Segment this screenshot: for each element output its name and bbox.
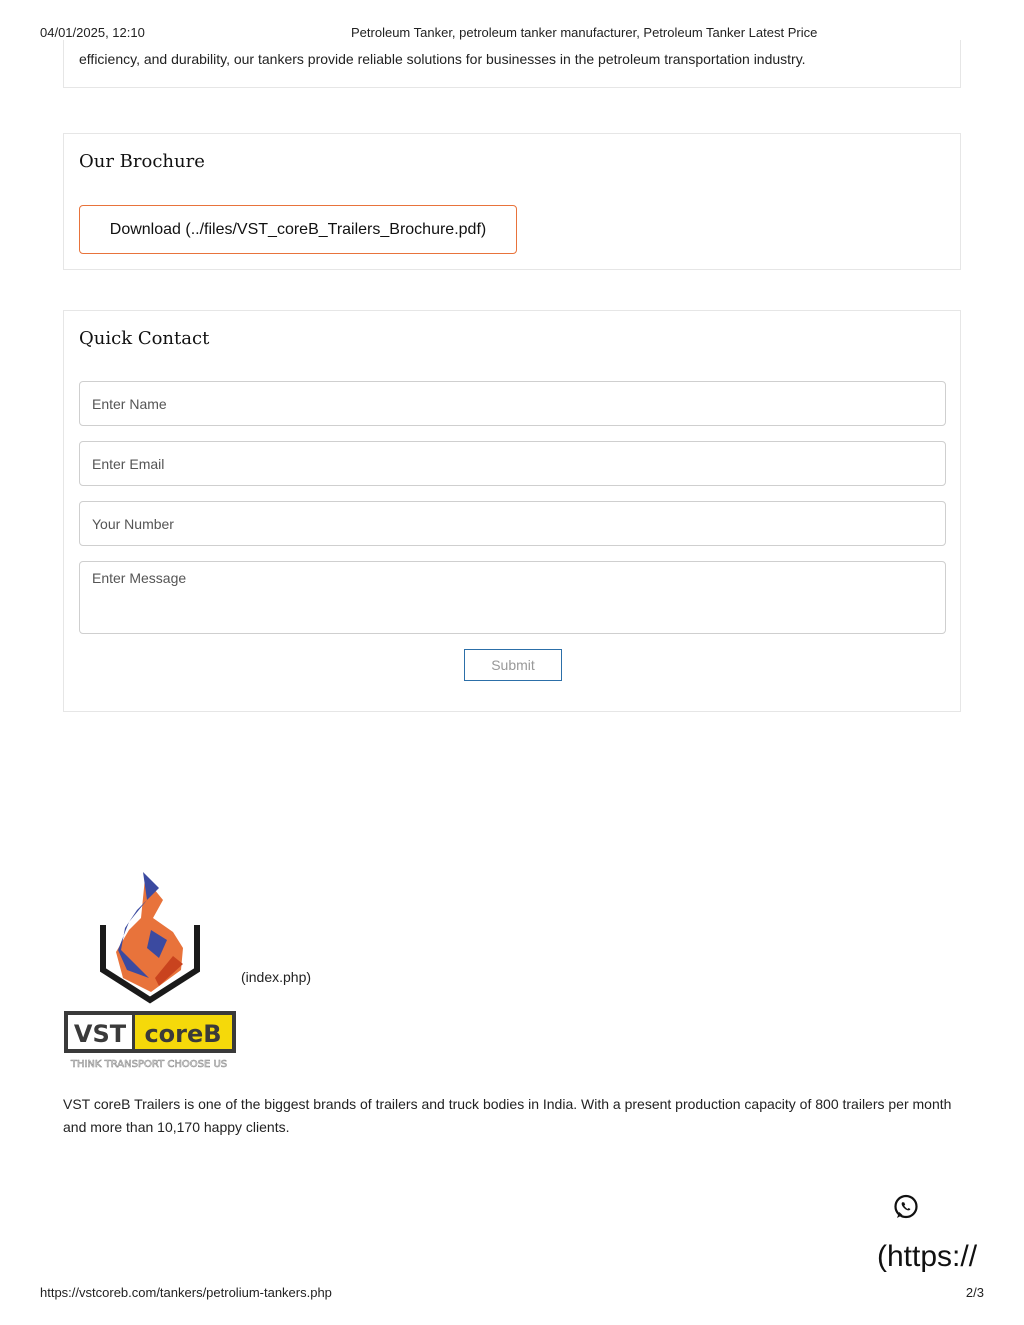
message-input[interactable]	[79, 561, 946, 634]
print-page-title: Petroleum Tanker, petroleum tanker manufacturer, Petroleum Tanker Latest Price	[351, 25, 818, 40]
quick-contact-heading: Quick Contact	[79, 328, 210, 349]
print-url: https://vstcoreb.com/tankers/petrolium-tankers.php	[40, 1285, 332, 1300]
about-text: VST coreB Trailers is one of the biggest brands of trailers and truck bodies in India. With a present production capacity of 800 trailers per month and more than 10,170 happy clients.	[63, 1096, 952, 1135]
logo-text-left: VST	[73, 1020, 127, 1048]
vst-coreb-logo	[63, 870, 238, 1070]
intro-card	[63, 40, 961, 88]
whatsapp-link-text[interactable]: (https://	[877, 1240, 977, 1273]
number-input[interactable]	[79, 501, 946, 546]
name-input[interactable]	[79, 381, 946, 426]
intro-text: efficiency, and durability, our tankers provide reliable solutions for businesses in the petroleum transportation industry.	[79, 51, 806, 67]
brochure-heading: Our Brochure	[79, 151, 205, 172]
print-date: 04/01/2025, 12:10	[40, 25, 145, 40]
brochure-card	[63, 133, 961, 270]
submit-button[interactable]: Submit	[464, 649, 562, 681]
whatsapp-icon[interactable]	[892, 1193, 920, 1221]
email-input[interactable]	[79, 441, 946, 486]
logo-tagline: THINK TRANSPORT CHOOSE US	[70, 1059, 228, 1070]
logo-text-right: coreB	[144, 1020, 222, 1048]
download-brochure-button[interactable]: Download (../files/VST_coreB_Trailers_Brochure.pdf)	[79, 205, 517, 254]
print-page-number: 2/3	[965, 1285, 984, 1300]
logo-link-caption: (index.php)	[241, 969, 312, 985]
vst-coreb-logo-link[interactable]	[63, 870, 238, 1070]
quick-contact-card	[63, 310, 961, 712]
